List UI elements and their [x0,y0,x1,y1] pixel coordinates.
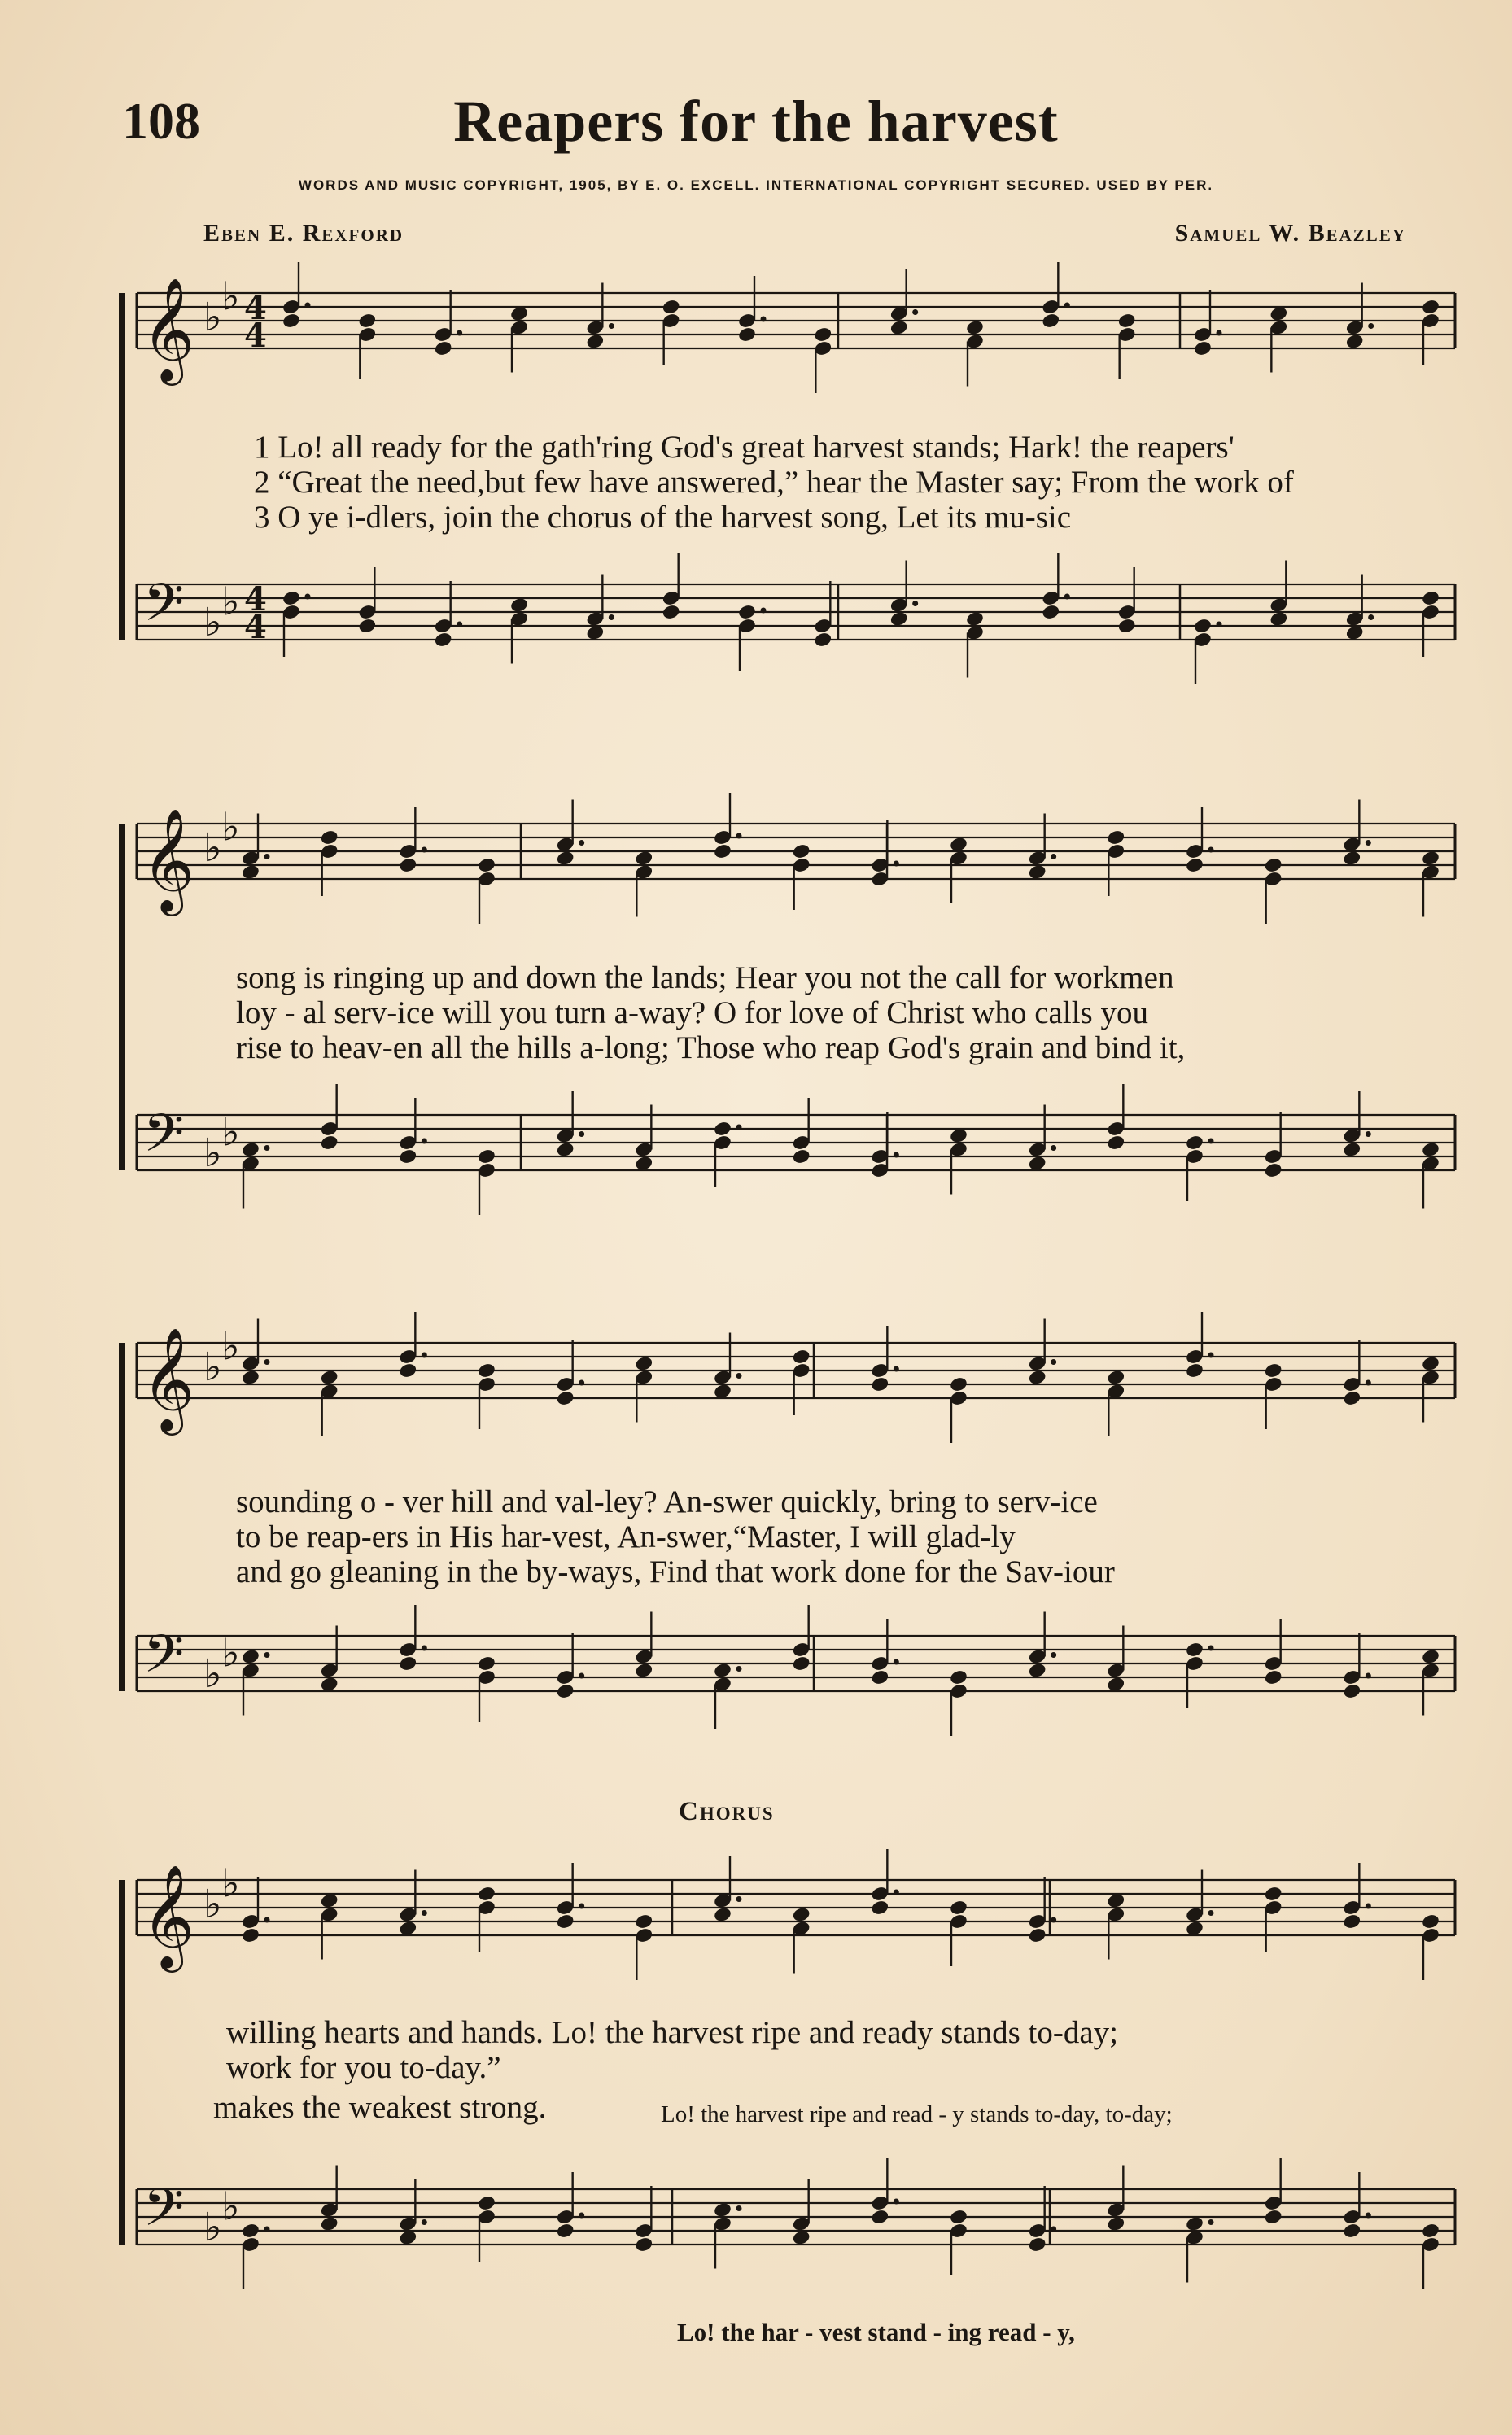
system-brace [119,824,125,1170]
dot [579,840,584,846]
treble-notehead [1028,863,1047,881]
bass-notehead [1185,2215,1204,2232]
bass-notehead [398,1655,417,1672]
treble-notehead [965,319,985,336]
bass-notehead [1264,2209,1283,2226]
bass-notehead [477,1655,496,1672]
treble-notehead [870,1899,889,1917]
treble-notehead [398,1362,417,1379]
dot [1217,622,1222,627]
dot [894,1366,899,1372]
bass-notehead [713,1121,732,1138]
dot [761,608,767,614]
bass-notehead [320,2215,339,2232]
bass-notehead [792,2229,811,2246]
flat-key-signature: ♭ [221,1630,240,1677]
treble-notehead [737,326,757,343]
dot [264,2227,270,2232]
bass-notehead [241,1648,260,1665]
dot [579,2213,584,2219]
bass-notehead [509,597,529,614]
treble-notehead [713,1383,732,1400]
bass-notehead [357,618,377,635]
bass-notehead [477,2195,496,2212]
system-brace [119,1343,125,1691]
copyright-notice: WORDS AND MUSIC COPYRIGHT, 1905, BY E. O. EXCELL. INTERNATIONAL COPYRIGHT SECURED. USED BY PER. [298,177,1214,193]
lyric-line-verse-2: loy - al serv-ice will you turn a-way? O for love of Christ who calls you [236,995,1148,1030]
bass-notehead [477,1148,496,1165]
treble-notehead [1028,1369,1047,1386]
dot [1208,2219,1214,2225]
dot [579,1673,584,1679]
treble-notehead [1106,1369,1125,1386]
flat-key-signature: ♭ [203,1130,222,1176]
treble-notehead [1117,313,1137,330]
lyric-line-verse-3: 3 O ye i-dlers, join the chorus of the harvest song, Let its mu-sic [254,500,1072,535]
bass-notehead [241,2223,260,2240]
dot [579,1904,584,1909]
flat-key-signature: ♭ [221,1323,240,1370]
bass-notehead [792,1655,811,1672]
treble-notehead [477,1362,496,1379]
treble-notehead [1041,313,1060,330]
dot [1051,1652,1056,1658]
treble-notehead [1421,850,1440,867]
dot [1368,614,1374,620]
treble-notehead [398,1920,417,1937]
dot [609,614,614,620]
bass-notehead [1106,1676,1125,1693]
treble-notehead [1106,829,1125,846]
treble-notehead [434,340,453,357]
bass-notehead [792,1148,811,1165]
dot [305,594,311,600]
treble-notehead [792,1349,811,1366]
treble-notehead [792,843,811,860]
bass-notehead [282,590,301,607]
treble-notehead [1342,1913,1361,1930]
dot [1217,330,1222,336]
dot [1064,303,1070,308]
time-signature-digit: 4 [244,608,267,646]
treble-notehead [477,857,496,874]
bass-notehead [1185,1134,1204,1152]
dot [1366,1131,1371,1137]
flat-key-signature: ♭ [221,273,240,320]
bass-notehead [1193,618,1213,635]
flat-key-signature: ♭ [221,579,240,625]
treble-clef: 𝄞 [142,1327,195,1431]
page-number: 108 [122,92,200,150]
treble-notehead [320,1369,339,1386]
dot [1051,1359,1056,1365]
treble-notehead [477,1886,496,1903]
treble-notehead [241,1927,260,1944]
system-brace [119,1880,125,2245]
flat-key-signature: ♭ [203,1651,222,1697]
treble-notehead [556,850,575,867]
treble-notehead [1421,299,1440,316]
dot [457,330,462,336]
bass-notehead [320,1134,339,1152]
bass-notehead [1264,1162,1283,1179]
bass-notehead [634,2236,653,2254]
flat-key-signature: ♭ [203,825,222,871]
treble-notehead [634,1355,653,1372]
bass-notehead [1028,1155,1047,1172]
bass-notehead [1421,1648,1440,1665]
bass-notehead [813,632,832,649]
bass-notehead [585,624,605,641]
treble-notehead [1264,857,1283,874]
bass-notehead [1345,624,1365,641]
treble-notehead [949,836,968,853]
treble-notehead [241,863,260,881]
bass-notehead [634,1155,653,1172]
dot [912,309,918,315]
dot [1051,2227,1056,2232]
dot [422,847,427,853]
bass-notehead [1342,1141,1361,1158]
dot [894,1659,899,1665]
treble-notehead [1185,857,1204,874]
time-signature-digit: 4 [244,317,267,355]
dot [1366,1380,1371,1386]
lyric-line-verse-1: song is ringing up and down the lands; Hear you not the call for workmen [236,960,1174,995]
flat-key-signature: ♭ [221,804,240,850]
bass-notehead [737,604,757,621]
treble-notehead [949,1899,968,1917]
dot [1368,323,1374,329]
dot [422,1910,427,1916]
bass-clef: 𝄢 [143,2178,185,2251]
treble-notehead [1421,1913,1440,1930]
treble-notehead [870,1376,889,1393]
dot [736,2205,742,2211]
treble-notehead [1185,1920,1204,1937]
bass-clef: 𝄢 [143,573,185,646]
dot [1208,1353,1214,1358]
bass-clef: 𝄢 [143,1624,185,1698]
hymn-title: Reapers for the harvest [453,89,1059,154]
bass-notehead [1264,1669,1283,1686]
time-signature-digit: 4 [244,580,267,619]
treble-notehead [1264,1886,1283,1903]
treble-notehead [320,829,339,846]
dot [305,303,311,308]
treble-notehead [1185,1362,1204,1379]
bass-notehead [1117,618,1137,635]
bass-clef: 𝄢 [143,1104,185,1177]
bass-notehead [398,1148,417,1165]
dot [1051,1145,1056,1151]
bass-notehead [1106,1134,1125,1152]
treble-notehead [634,850,653,867]
flat-key-signature: ♭ [203,2205,222,2250]
bass-notehead [1342,1683,1361,1700]
treble-notehead [1342,1390,1361,1407]
dot [422,1353,427,1358]
bass-notehead [713,1662,732,1679]
treble-notehead [713,843,732,860]
treble-notehead [634,1913,653,1930]
bass-notehead [870,1669,889,1686]
flat-key-signature: ♭ [221,1109,240,1156]
treble-notehead [889,319,909,336]
dot [264,1917,270,1923]
bass-notehead [1421,2223,1440,2240]
bass-notehead [713,2201,732,2219]
flat-key-signature: ♭ [203,295,222,340]
bass-part-lyric: Lo! the har - vest stand - ing read - y, [677,2318,1075,2346]
dot [264,1359,270,1365]
treble-notehead [949,1376,968,1393]
dot [1366,2213,1371,2219]
dot [457,622,462,627]
bass-notehead [556,1683,575,1700]
bass-notehead [1041,604,1060,621]
time-signature-digit: 4 [244,289,267,327]
dot [422,1139,427,1144]
dot [736,1125,742,1130]
dot [1366,840,1371,846]
bass-notehead [1342,2223,1361,2240]
dot [579,1131,584,1137]
treble-clef: 𝄞 [142,1864,195,1968]
treble-notehead [241,1369,260,1386]
treble-notehead [1264,1362,1283,1379]
bass-notehead [1185,1642,1204,1659]
treble-notehead [792,1906,811,1923]
bass-notehead [320,1676,339,1693]
dot [736,1373,742,1379]
treble-notehead [509,305,529,322]
dot [609,323,614,329]
flat-key-signature: ♭ [221,1860,240,1907]
lyric-line-verse-3: rise to heav-en all the hills a-long; Those who reap God's grain and bind it, [236,1030,1186,1065]
system-brace [119,293,125,640]
dot [264,1145,270,1151]
dot [1051,854,1056,859]
bass-notehead [1106,2215,1125,2232]
bass-notehead [889,610,909,627]
dot [1208,1139,1214,1144]
treble-notehead [357,313,377,330]
treble-notehead [1269,305,1288,322]
bass-notehead [1269,610,1288,627]
dot [894,1152,899,1158]
treble-clef: 𝄞 [142,277,195,381]
dot [579,1380,584,1386]
treble-notehead [556,1913,575,1930]
bass-notehead [949,1669,968,1686]
lyric-line-verse-1: 1 Lo! all ready for the gath'ring God's great harvest stands; Hark! the reapers' [254,430,1235,465]
dot [894,861,899,867]
lyric-line-verse-1: willing hearts and hands. Lo! the harvest ripe and ready stands to-day; [226,2015,1119,2050]
bass-notehead [398,2229,417,2246]
lyric-line-verse-2: 2 “Great the need,but few have answered,” hear the Master say; From the work of [254,465,1294,500]
bass-notehead [634,1662,653,1679]
flat-key-signature: ♭ [203,1344,222,1390]
treble-clef: 𝄞 [142,807,195,911]
bass-notehead [965,610,985,627]
bass-notehead [556,1141,575,1158]
dot [1208,1910,1214,1916]
bass-notehead [1421,1141,1440,1158]
dot [1064,594,1070,600]
dot [1366,1673,1371,1679]
treble-notehead [320,1892,339,1909]
chorus-label: Chorus [679,1797,775,1826]
dot [422,2219,427,2225]
bass-notehead [241,1141,260,1158]
treble-notehead [556,1390,575,1407]
lyric-line-verse-2: work for you to-day.” [226,2050,501,2085]
composer-credit: Samuel W. Beazley [1174,220,1406,247]
treble-notehead [585,333,605,350]
dot [736,1666,742,1672]
treble-notehead [1345,333,1365,350]
bass-notehead [556,2223,575,2240]
bass-notehead [949,1127,968,1144]
treble-notehead [1342,850,1361,867]
bass-notehead [949,2209,968,2226]
dot [264,854,270,859]
lyric-line-verse-3: makes the weakest strong. [213,2090,547,2125]
lyric-line-verse-3: and go gleaning in the by-ways, Find that work done for the Sav-iour [236,1554,1115,1589]
dot [894,1890,899,1895]
treble-notehead [1193,340,1213,357]
treble-notehead [282,313,301,330]
dot [1051,1917,1056,1923]
bass-notehead [1421,590,1440,607]
bass-notehead [662,604,681,621]
treble-notehead [1421,1355,1440,1372]
dot [761,317,767,322]
bass-notehead [434,632,453,649]
dot [736,1896,742,1902]
treble-notehead [662,299,681,316]
lyric-line-verse-2: to be reap-ers in His har-vest, An-swer,“Master, I will glad-ly [236,1519,1016,1554]
inner-part-lyric: Lo! the harvest ripe and read - y stands to-day, to-day; [661,2101,1173,2127]
flat-key-signature: ♭ [203,1882,222,1927]
treble-notehead [1028,1927,1047,1944]
dot [264,1652,270,1658]
bass-notehead [1028,2236,1047,2254]
dot [422,1646,427,1651]
dot [736,833,742,839]
flat-key-signature: ♭ [203,600,222,645]
lyric-line-verse-1: sounding o - ver hill and val-ley? An-swer quickly, bring to serv-ice [236,1484,1098,1519]
dot [1366,1904,1371,1909]
treble-notehead [813,326,832,343]
dot [1208,847,1214,853]
flat-key-signature: ♭ [221,2184,240,2230]
treble-notehead [398,857,417,874]
lyricist-credit: Eben E. Rexford [203,220,404,247]
bass-notehead [870,2209,889,2226]
treble-notehead [713,1906,732,1923]
treble-notehead [1106,1892,1125,1909]
dot [894,2199,899,2205]
dot [1208,1646,1214,1651]
bass-notehead [1028,1662,1047,1679]
dot [912,601,918,606]
